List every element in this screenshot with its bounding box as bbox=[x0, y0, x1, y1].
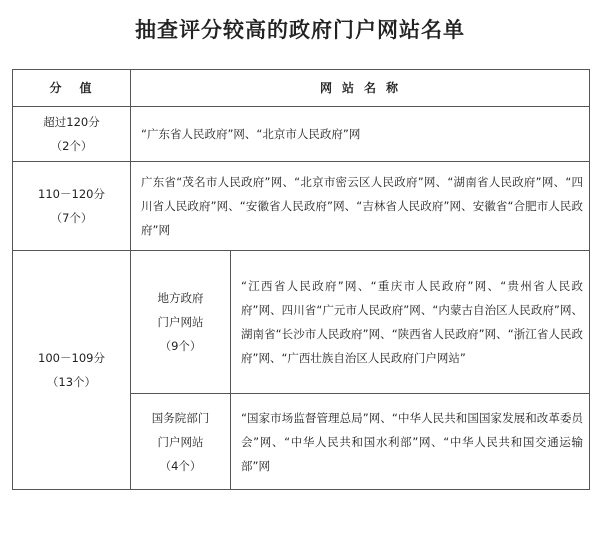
score-range: 100－109分 bbox=[38, 351, 105, 365]
score-count: （7个） bbox=[50, 211, 93, 225]
names-cell: 广东省“茂名市人民政府”网、“北京市密云区人民政府”网、“湖南省人民政府”网、“四川省人民政府”网、“安徽省人民政府”网、“吉林省人民政府”网、安徽省“合肥市人民政府”网 bbox=[131, 162, 590, 251]
sub-category-label: 地方政府 bbox=[157, 291, 204, 305]
table-row bbox=[13, 251, 590, 394]
names-cell: “国家市场监督管理总局”网、“中华人民共和国国家发展和改革委员会”网、“中华人民共和国水利部”网、“中华人民共和国交通运输部”网 bbox=[231, 394, 590, 490]
header-site-name: 网站名称 bbox=[131, 70, 590, 107]
names-cell: “江西省人民政府”网、“重庆市人民政府”网、“贵州省人民政府”网、四川省“广元市人民政府”网、“内蒙古自治区人民政府”网、湖南省“长沙市人民政府”网、“陕西省人民政府”网、“浙江省人民政府”网、“广西壮族自治区人民政府门户网站” bbox=[231, 251, 590, 394]
score-cell bbox=[13, 251, 131, 490]
sub-category-count: （4个） bbox=[159, 458, 202, 473]
score-cell bbox=[13, 107, 131, 162]
sub-category-cell bbox=[131, 251, 231, 394]
table-header-row bbox=[13, 70, 590, 107]
score-count: （2个） bbox=[50, 139, 93, 153]
sub-category-cell bbox=[131, 394, 231, 490]
sub-category-label: 门户网站 bbox=[157, 315, 204, 329]
table-row bbox=[13, 107, 590, 162]
website-table bbox=[12, 69, 590, 490]
table-row bbox=[13, 162, 590, 251]
header-score: 分值 bbox=[13, 70, 131, 107]
score-count: （13个） bbox=[46, 375, 97, 389]
score-range: 110－120分 bbox=[38, 187, 105, 201]
names-cell: “广东省人民政府”网、“北京市人民政府”网 bbox=[131, 107, 590, 162]
score-cell bbox=[13, 162, 131, 251]
score-range: 超过120分 bbox=[43, 115, 100, 129]
page-title: 抽查评分较高的政府门户网站名单 bbox=[135, 17, 465, 42]
sub-category-label: 国务院部门 bbox=[151, 410, 210, 425]
sub-category-label: 门户网站 bbox=[157, 434, 204, 449]
sub-category-count: （9个） bbox=[159, 339, 202, 353]
